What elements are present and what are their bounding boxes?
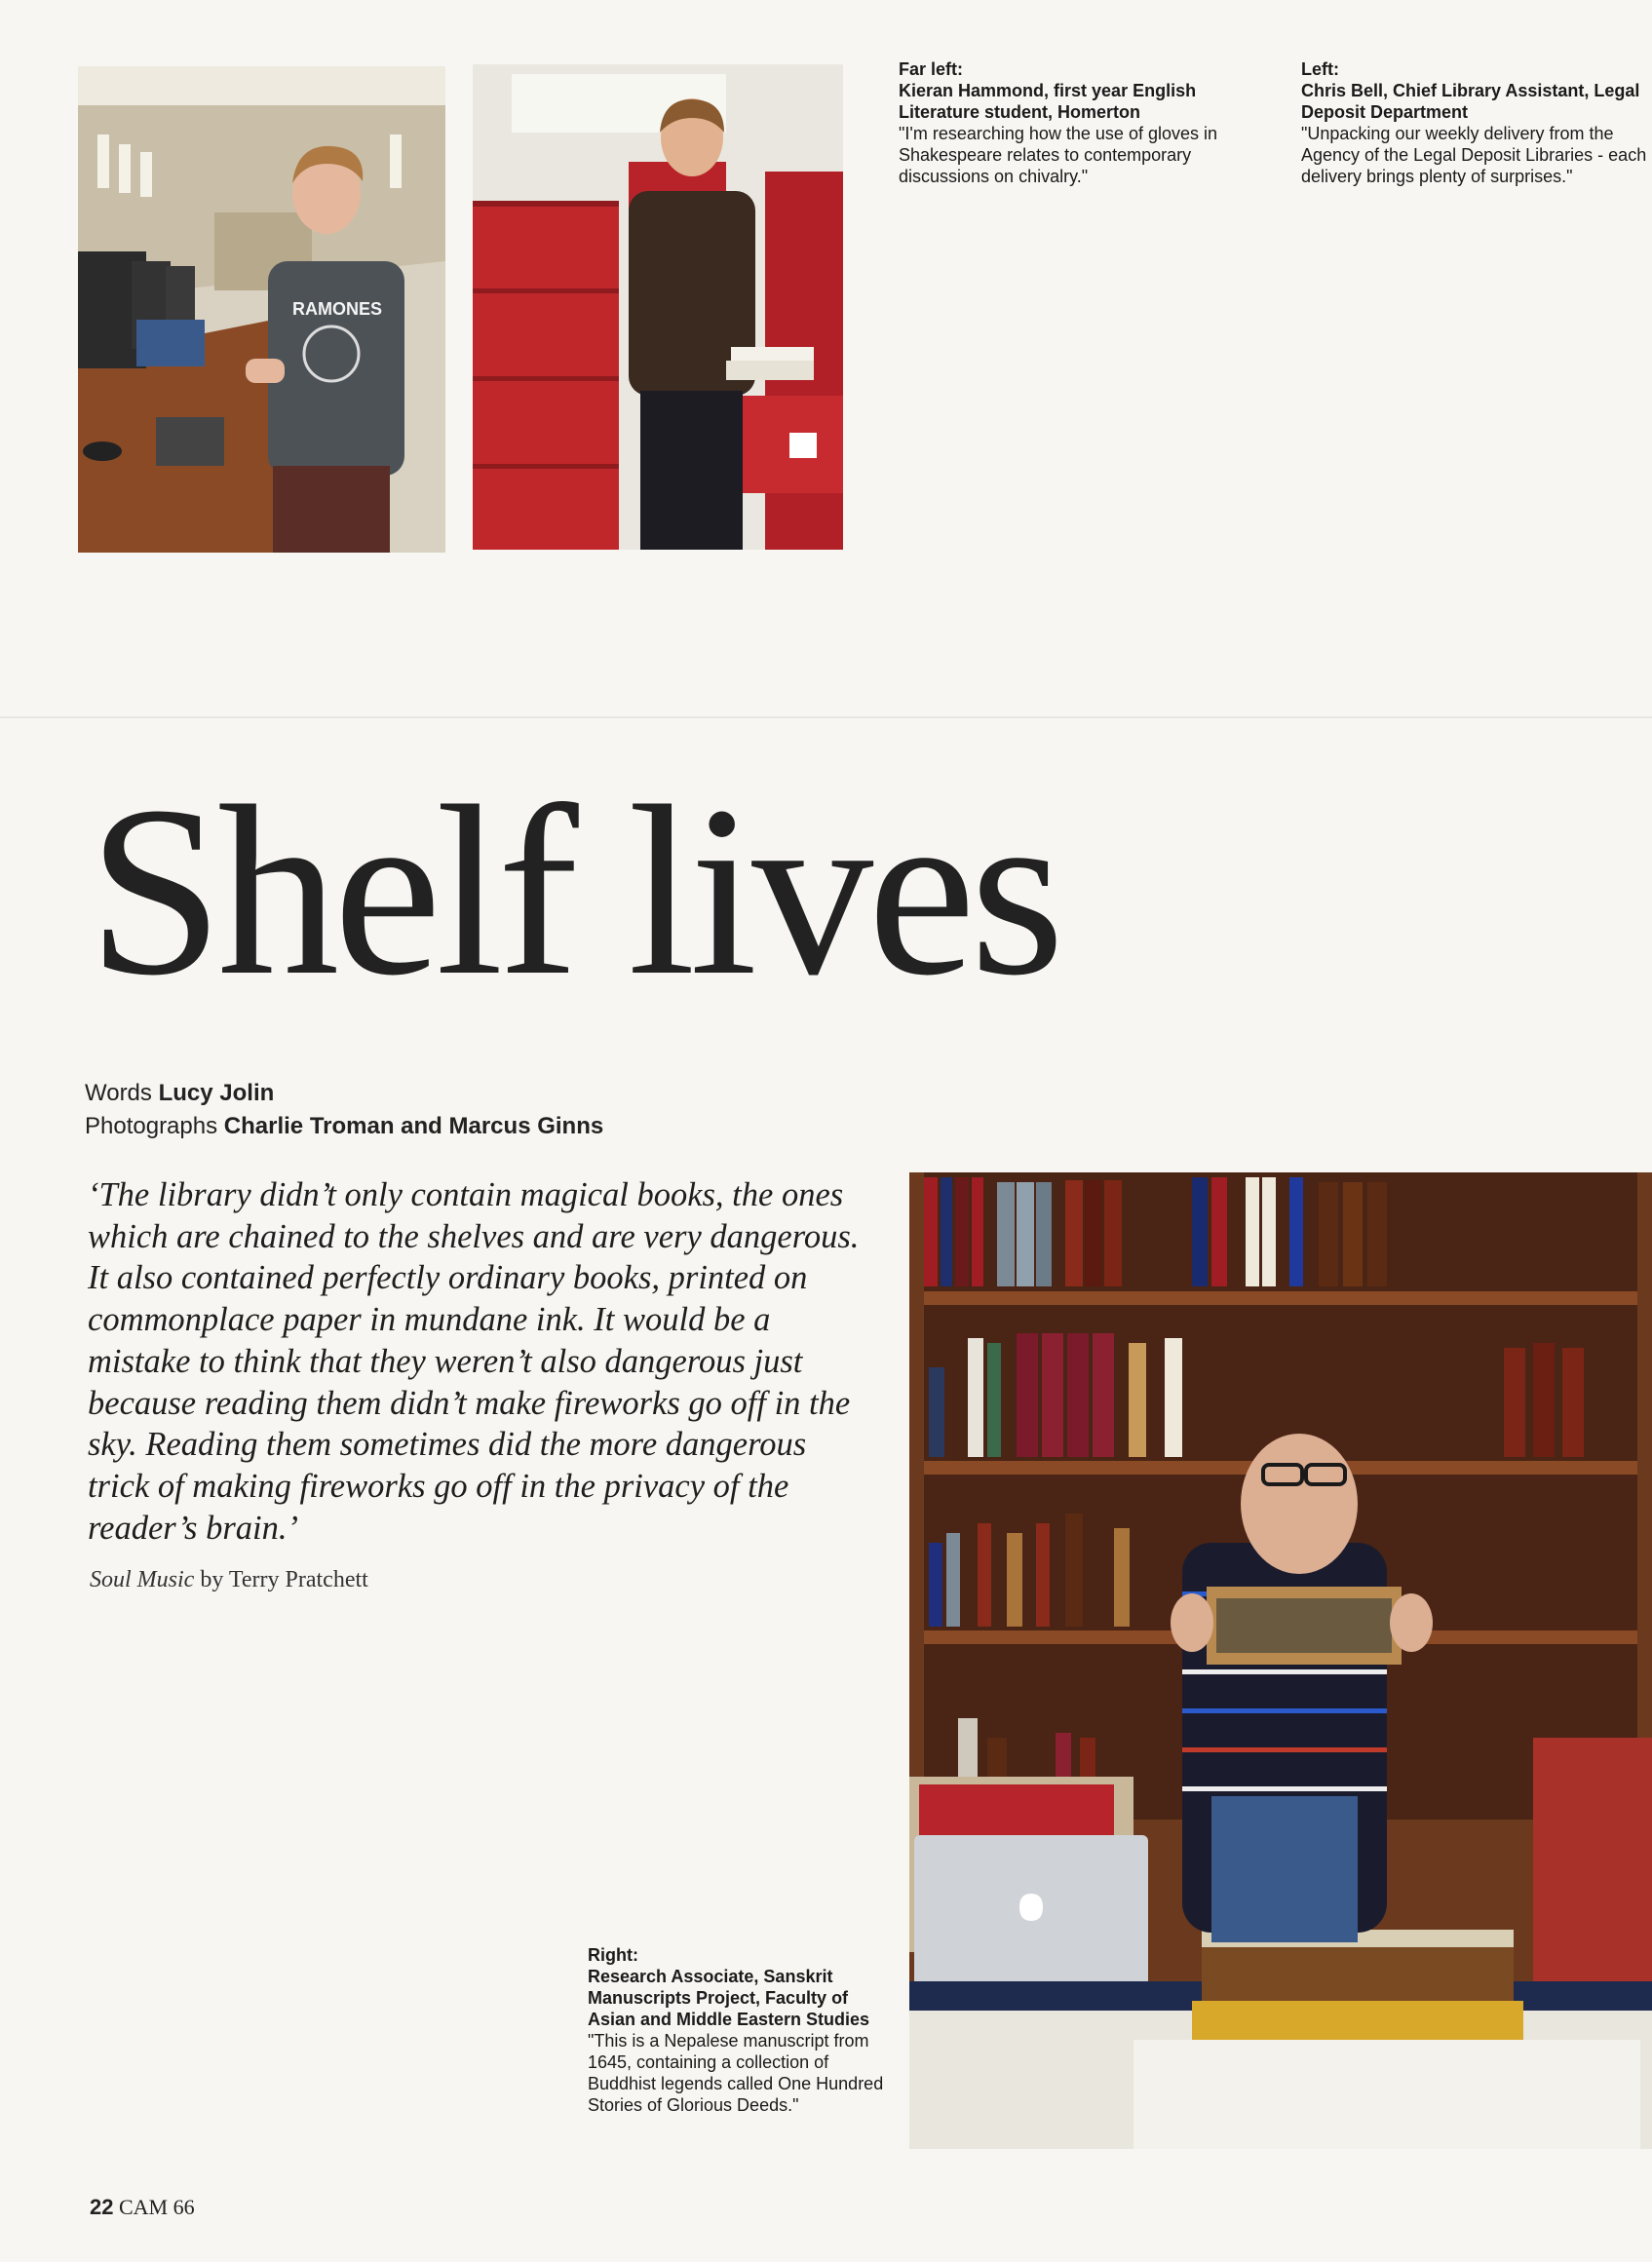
article-credits [85,1077,603,1143]
page-fold [0,716,1652,718]
article-headline: Shelf lives [88,756,1059,1026]
caption-left [1301,58,1652,187]
caption-label: Far left: [899,59,964,79]
caption-right [588,1944,900,2116]
words-label: Words [85,1080,152,1106]
ramones-shirt-text: RAMONES [292,299,383,319]
caption-name: Kieran Hammond, first year English Literature student, Homerton [899,81,1197,122]
photo-manuscript-researcher [909,1172,1652,2149]
caption-name: Research Associate, Sanskrit Manuscripts Project, Faculty of Asian and Middle Eastern Studies [588,1967,870,2029]
source-author: by Terry Pratchett [200,1567,368,1592]
caption-label: Left: [1301,59,1339,79]
words-author: Lucy Jolin [158,1080,275,1106]
caption-quote: "This is a Nepalese manuscript from 1645, containing a collection of Buddhist legends called One Hundred Stories of Glorious Deeds." [588,2031,884,2115]
caption-quote: "Unpacking our weekly delivery from the Agency of the Legal Deposit Libraries - each delivery brings plenty of surprises." [1301,124,1647,186]
photos-credit [85,1110,603,1143]
caption-label: Right: [588,1945,638,1965]
photo-student-computer [78,66,445,553]
caption-quote: "I'm researching how the use of gloves in Shakespeare relates to contemporary discussions on chivalry." [899,124,1217,186]
page-number: 22 [90,2195,114,2219]
photo-red-crates [473,64,843,550]
page-folio [90,2195,195,2220]
photos-label: Photographs [85,1113,218,1139]
magazine-name: CAM 66 [118,2195,195,2219]
source-title: Soul Music [90,1567,195,1592]
words-credit [85,1077,603,1110]
epigraph-quote: ‘The library didn’t only contain magical books, the ones which are chained to the shelves and are very dangerous. It also contained perfectly ordinary books, printed on commonplace paper in mundane ink. It would be a mistake to think that they weren’t also dangerous just because reading them didn’t make fireworks go off in the sky. Reading them sometimes did the more dangerous trick of making fireworks go off in the privacy of the reader’s brain.’ [88,1176,860,1547]
epigraph-source [90,1567,368,1593]
photos-authors: Charlie Troman and Marcus Ginns [223,1113,604,1139]
caption-far-left [899,58,1269,187]
caption-name: Chris Bell, Chief Library Assistant, Legal Deposit Department [1301,81,1640,122]
